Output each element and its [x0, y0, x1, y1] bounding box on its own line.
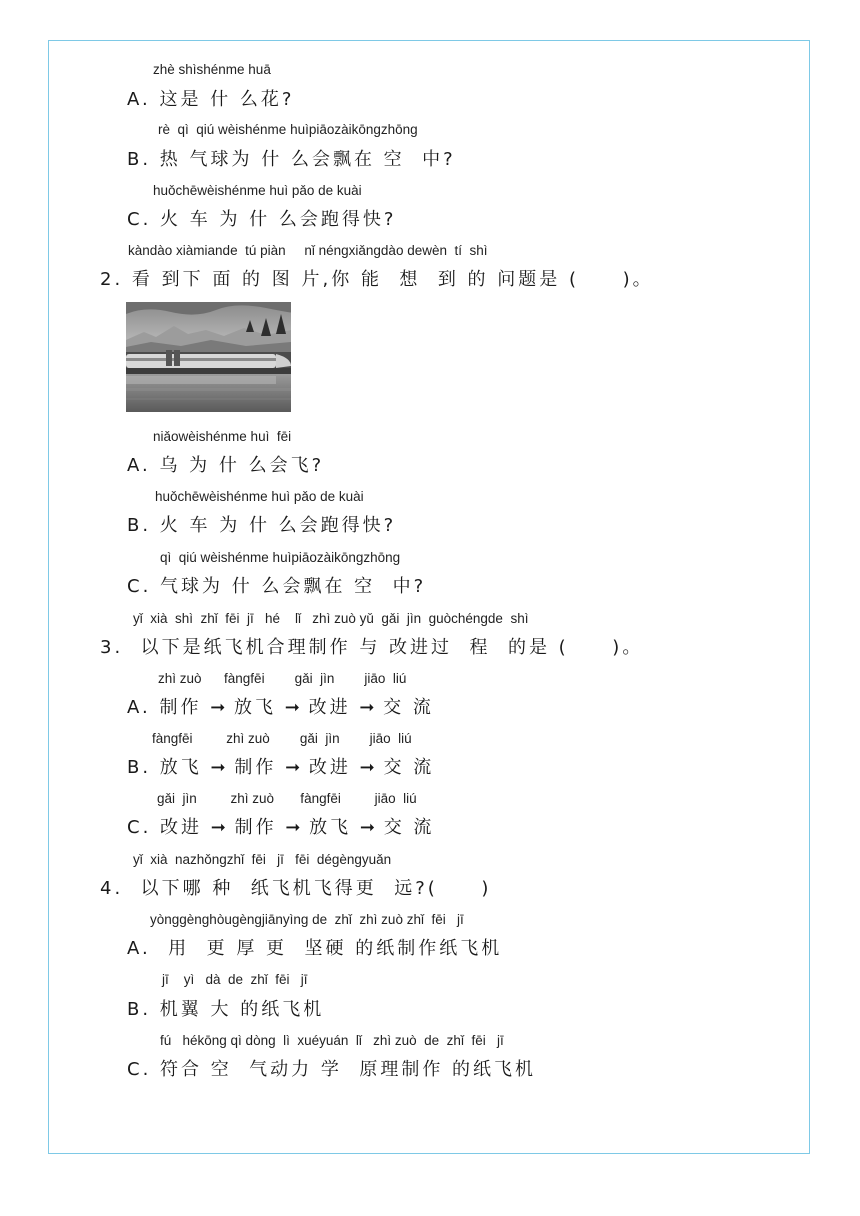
q2-option-b-pinyin: huǒchēwèishénme huì pǎo de kuài: [155, 489, 364, 504]
train-photo: [126, 302, 291, 412]
q3-pinyin: yǐ xià shì zhǐ fēi jī hé lǐ zhì zuò yǔ gǎi jìn guòchéngde shì: [133, 611, 529, 626]
arrow-right-icon: ➞: [359, 757, 375, 778]
q3-option-c-pinyin: gǎi jìn zhì zuò fàngfēi jiāo liú: [157, 791, 417, 806]
q3-a-step-3: 改进: [308, 697, 351, 718]
q3-c-step-2: 制作: [234, 817, 277, 838]
q3-option-a: [127, 693, 434, 719]
q2-option-b: B. 火 车 为 什 么会跑得快?: [127, 515, 397, 536]
q3-c-step-4: 交 流: [383, 817, 435, 838]
q1-option-b: B. 热 气球为 什 么会飘在 空 中?: [127, 149, 456, 170]
arrow-right-icon: ➞: [359, 697, 375, 718]
q3-option-c: [127, 813, 434, 839]
arrow-right-icon: ➞: [285, 817, 301, 838]
q4-option-c: C. 符合 空 气动力 学 原理制作 的纸飞机: [127, 1059, 537, 1080]
q4-option-a: A. 用 更 厚 更 坚硬 的纸制作纸飞机: [127, 938, 503, 959]
q3-stem: 3. 以下是纸飞机合理制作 与 改进过 程 的是 ( )。: [100, 637, 644, 658]
q4-pinyin: yǐ xià nazhǒngzhǐ fēi jī fēi dégèngyuǎn: [133, 852, 392, 867]
arrow-right-icon: ➞: [284, 697, 300, 718]
q2-option-c-pinyin: qì qiú wèishénme huìpiāozàikōngzhōng: [160, 550, 401, 565]
q2-pinyin: kàndào xiàmiande tú piàn nǐ néngxiǎngdào dewèn tí shì: [128, 243, 488, 258]
q1-option-c-pinyin: huǒchēwèishénme huì pǎo de kuài: [153, 183, 362, 198]
q3-a-step-4: 交 流: [383, 697, 434, 718]
q2-stem: 2. 看 到下 面 的 图 片,你 能 想 到 的 问题是 ( )。: [100, 269, 654, 290]
arrow-right-icon: ➞: [285, 757, 301, 778]
q3-b-step-4: 交 流: [383, 757, 435, 778]
q2-option-c: C. 气球为 什 么会飘在 空 中?: [127, 576, 427, 597]
q4-option-b-pinyin: jī yì dà de zhǐ fēi jī: [162, 972, 308, 987]
q1-option-a-pinyin: zhè shìshénme huā: [153, 62, 271, 77]
q3-option-a-pinyin: zhì zuò fàngfēi gǎi jìn jiāo liú: [158, 671, 407, 686]
q4-option-c-pinyin: fú hékōng qì dòng lì xuéyuán lǐ zhì zuò de zhǐ fēi jī: [160, 1033, 504, 1048]
q3-a-step-2: 放飞: [234, 697, 277, 718]
q1-option-b-pinyin: rè qì qiú wèishénme huìpiāozàikōngzhōng: [158, 122, 418, 137]
q1-option-a: A. 这是 什 么花?: [127, 89, 295, 110]
arrow-right-icon: ➞: [210, 817, 226, 838]
q1-option-c: C. 火 车 为 什 么会跑得快?: [127, 209, 397, 230]
q3-option-b-pinyin: fàngfēi zhì zuò gǎi jìn jiāo liú: [152, 731, 412, 746]
q3-b-step-1: B. 放飞: [127, 757, 202, 778]
q3-option-b: [127, 753, 434, 779]
q3-c-step-1: C. 改进: [127, 817, 203, 838]
q4-option-b: B. 机翼 大 的纸飞机: [127, 999, 325, 1020]
q2-option-a: A. 乌 为 什 么会飞?: [127, 455, 325, 476]
q3-c-step-3: 放飞: [309, 817, 352, 838]
arrow-right-icon: ➞: [210, 697, 226, 718]
q3-a-step-1: A. 制作: [127, 697, 202, 718]
arrow-right-icon: ➞: [359, 817, 375, 838]
q4-option-a-pinyin: yònggènghòugèngjiānyìng de zhǐ zhì zuò zhǐ fēi jī: [150, 912, 464, 927]
q3-b-step-2: 制作: [234, 757, 277, 778]
q2-option-a-pinyin: niǎowèishénme huì fēi: [153, 429, 292, 444]
arrow-right-icon: ➞: [210, 757, 226, 778]
q3-b-step-3: 改进: [308, 757, 351, 778]
high-speed-train-image: [126, 302, 291, 412]
q4-stem: 4. 以下哪 种 纸飞机飞得更 远?( ): [100, 878, 492, 899]
